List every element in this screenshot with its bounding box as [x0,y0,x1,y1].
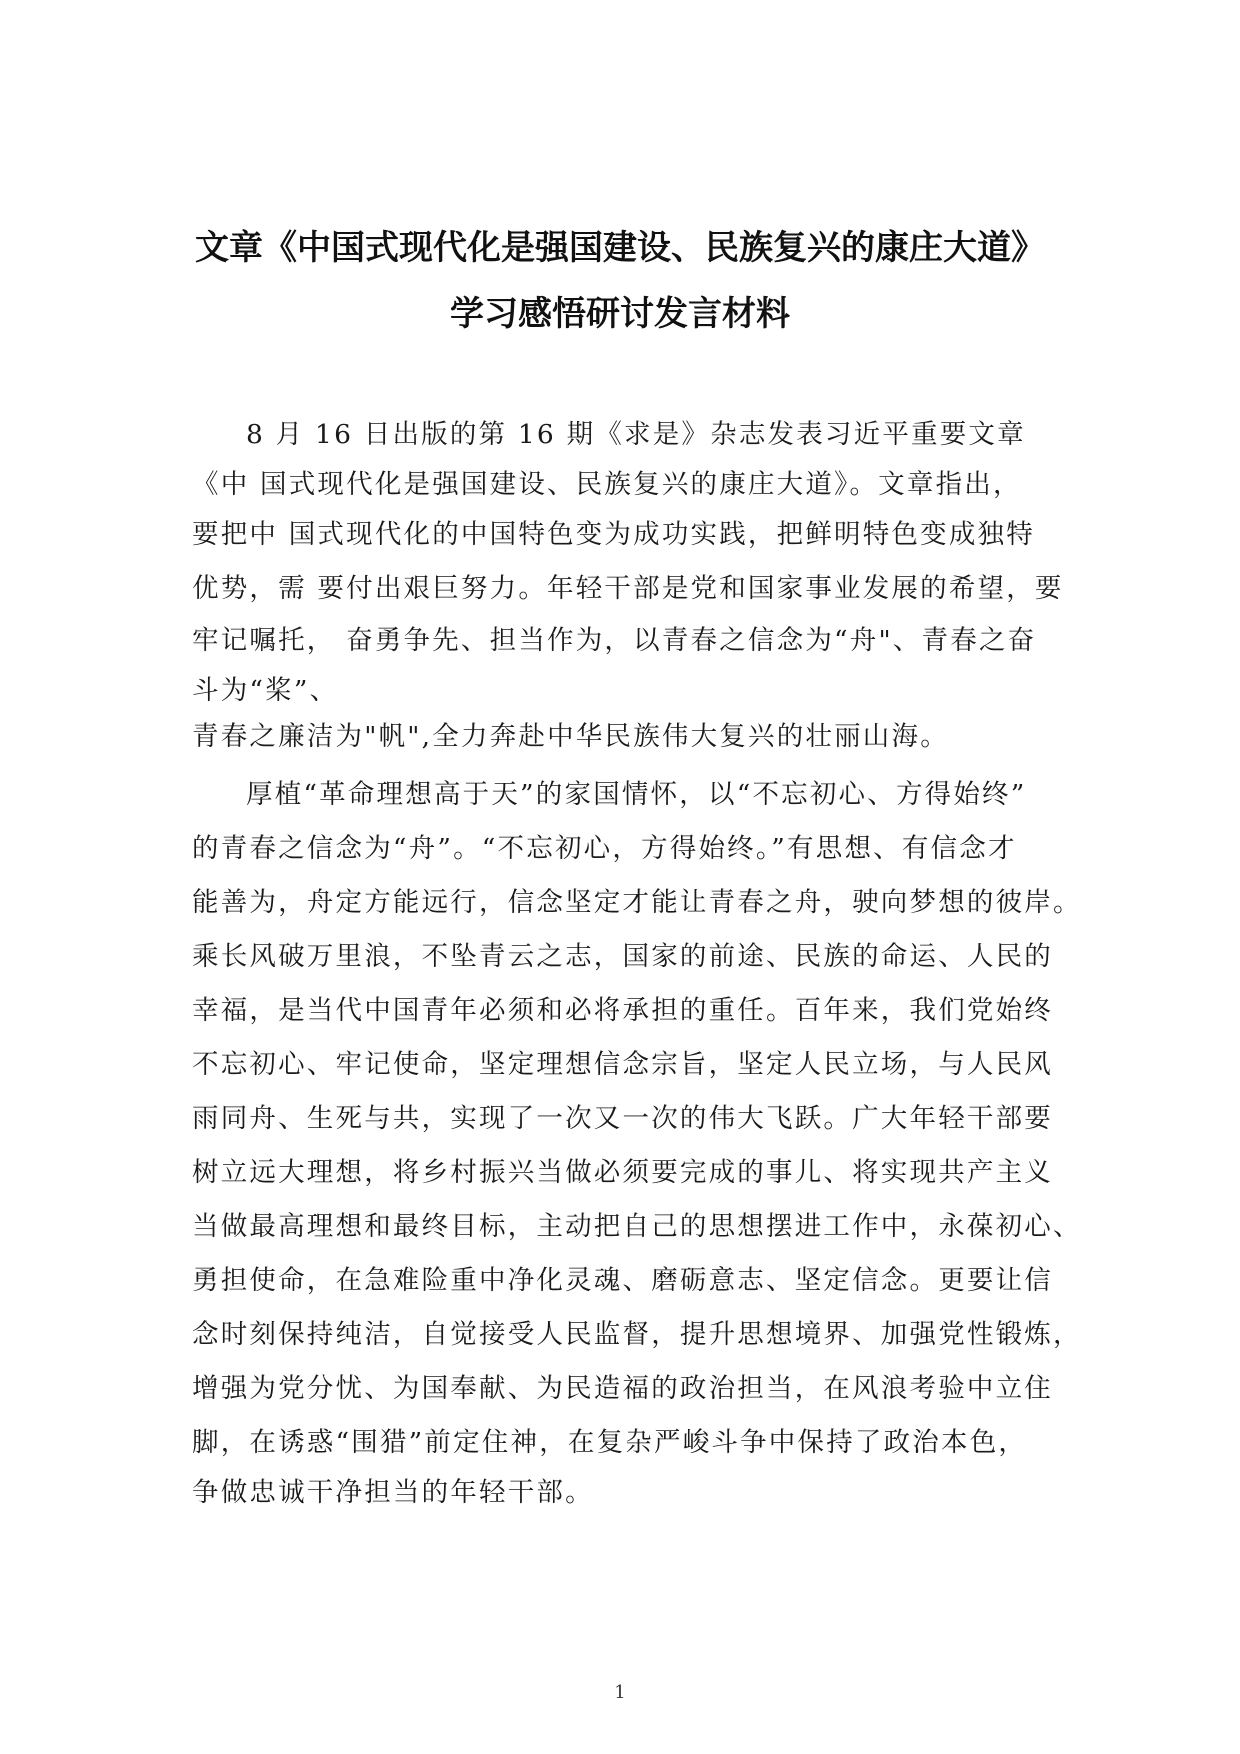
page-number: 1 [614,1682,626,1703]
paragraph-2-line-13: 脚，在诱惑“围猎”前定住神，在复杂严峻斗争中保持了政治本色， [192,1427,1028,1458]
paragraph-1-line-7: 青春之廉洁为"帆",全力奔赴中华民族伟大复兴的壮丽山海。 [192,721,949,752]
paragraph-1-line-3: 要把中 国式现代化的中国特色变为成功实践，把鲜明特色变成独特 [192,519,1035,550]
paragraph-2-line-2: 的青春之信念为“舟”。“不忘初心，方得始终。”有思想、有信念才 [192,833,1017,864]
paragraph-1-line-2: 《中 国式现代化是强国建设、民族复兴的康庄大道》。文章指出， [192,469,1022,500]
paragraph-2-line-1: 厚植“革命理想高于天”的家国情怀，以“不忘初心、方得始终” [246,779,1027,810]
paragraph-1-line-6: 斗为“桨”、 [192,675,339,706]
paragraph-2-line-5: 幸福，是当代中国青年必须和必将承担的重任。百年来，我们党始终 [192,995,1053,1026]
paragraph-2-line-12: 增强为党分忧、为国奉献、为民造福的政治担当，在风浪考验中立住 [192,1373,1053,1404]
paragraph-2-line-3: 能善为，舟定方能远行，信念坚定才能让青春之舟，驶向梦想的彼岸。 [192,887,1082,918]
document-title-line-1: 文章《中国式现代化是强国建设、民族复兴的康庄大道》 [195,228,1045,268]
paragraph-2-line-11: 念时刻保持纯洁，自觉接受人民监督，提升思想境界、加强党性锻炼， [192,1319,1082,1350]
paragraph-2-line-9: 当做最高理想和最终目标，主动把自己的思想摆进工作中，永葆初心、 [192,1211,1082,1242]
paragraph-2-line-7: 雨同舟、生死与共，实现了一次又一次的伟大飞跃。广大年轻干部要 [192,1103,1053,1134]
paragraph-2-line-14: 争做忠诚干净担当的年轻干部。 [192,1477,594,1508]
paragraph-1-line-1: 8 月 16 日出版的第 16 期《求是》杂志发表习近平重要文章 [246,419,1026,450]
paragraph-2-line-8: 树立远大理想，将乡村振兴当做必须要完成的事儿、将实现共产主义 [192,1157,1053,1188]
paragraph-2-line-6: 不忘初心、牢记使命，坚定理想信念宗旨，坚定人民立场，与人民风 [192,1049,1053,1080]
paragraph-2-line-10: 勇担使命，在急难险重中净化灵魂、磨砺意志、坚定信念。更要让信 [192,1265,1053,1296]
paragraph-1-line-4: 优势，需 要付出艰巨努力。年轻干部是党和国家事业发展的希望，要 [192,573,1064,604]
document-title-line-2: 学习感悟研讨发言材料 [450,294,790,334]
paragraph-1-line-5: 牢记嘱托， 奋勇争先、担当作为，以青春之信念为“舟"、青春之奋 [192,625,1037,656]
paragraph-2-line-4: 乘长风破万里浪，不坠青云之志，国家的前途、民族的命运、人民的 [192,941,1053,972]
